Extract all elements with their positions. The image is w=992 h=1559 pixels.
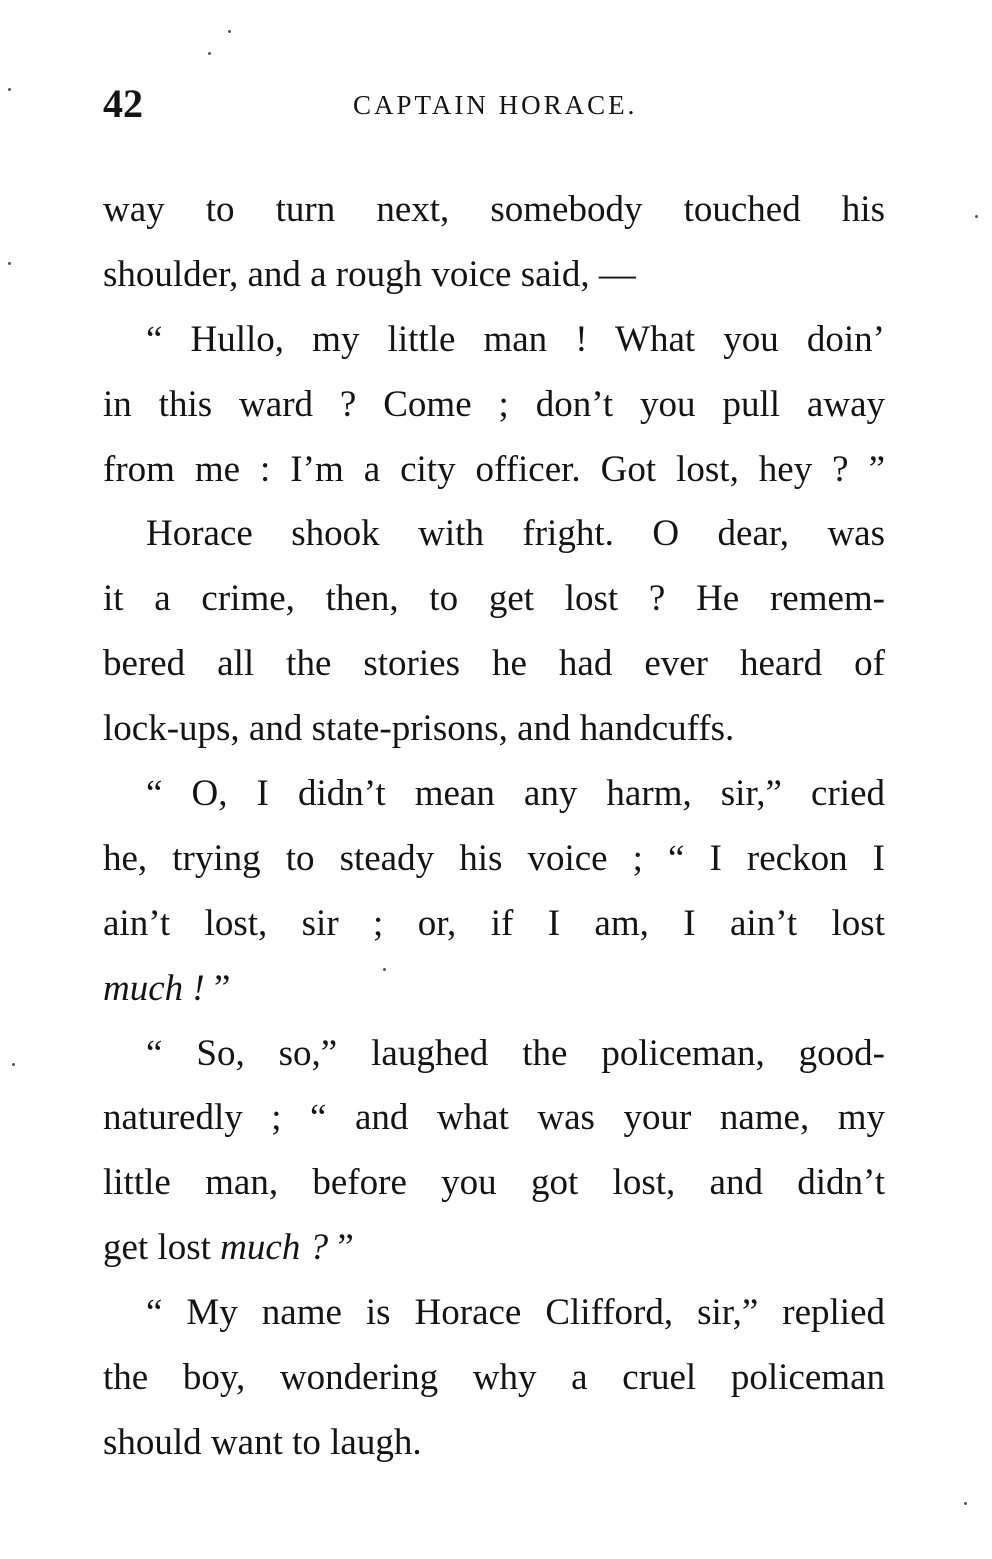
text-line: shoulder, and a rough voice said, — xyxy=(103,253,636,295)
text-line: in this ward ? Come ; don’t you pull away xyxy=(103,383,885,425)
print-speck xyxy=(12,1063,15,1066)
print-speck xyxy=(975,215,978,218)
print-speck xyxy=(383,968,386,971)
text-line: way to turn next, somebody touched his xyxy=(103,189,885,230)
italic-text: much ! xyxy=(103,967,205,1009)
page-number: 42 xyxy=(103,81,143,126)
closing-quote: ” xyxy=(204,967,231,1009)
text-line: “ Hullo, my little man ! What you doin’ xyxy=(146,318,885,360)
page-header xyxy=(103,82,883,126)
text-line: should want to laugh. xyxy=(103,1421,422,1463)
italic-text: much ? xyxy=(220,1227,329,1269)
running-head: CAPTAIN HORACE. xyxy=(353,90,638,120)
text-line: the boy, wondering why a cruel policeman xyxy=(103,1357,885,1399)
text-line: “ O, I didn’t mean any harm, sir,” cried xyxy=(146,773,885,815)
text-run: get lost xyxy=(103,1227,221,1269)
text-line: little man, before you got lost, and didn’t xyxy=(103,1162,885,1204)
text-line xyxy=(103,1216,885,1281)
text-line: naturedly ; “ and what was your name, my xyxy=(103,1097,885,1139)
text-line: from me : I’m a city officer. Got lost, hey ? ” xyxy=(103,448,885,490)
closing-quote: ” xyxy=(328,1227,354,1269)
body-text xyxy=(103,178,885,1476)
print-speck xyxy=(228,30,231,33)
text-line: bered all the stories he had ever heard of xyxy=(103,643,885,685)
print-speck xyxy=(8,88,11,91)
text-line: “ So, so,” laughed the policeman, good- xyxy=(146,1032,885,1074)
print-speck xyxy=(964,1502,967,1505)
text-line: ain’t lost, sir ; or, if I am, I ain’t lost xyxy=(103,902,885,944)
text-line: he, trying to steady his voice ; “ I reckon I xyxy=(103,837,885,879)
text-line: lock-ups, and state-prisons, and handcuffs. xyxy=(103,708,735,750)
text-line: Horace shook with fright. O dear, was xyxy=(146,513,885,555)
text-line: it a crime, then, to get lost ? He remem- xyxy=(103,578,885,620)
text-line xyxy=(103,957,885,1022)
text-line: “ My name is Horace Clifford, sir,” replied xyxy=(146,1292,885,1334)
print-speck xyxy=(8,262,11,265)
print-speck xyxy=(208,52,211,55)
